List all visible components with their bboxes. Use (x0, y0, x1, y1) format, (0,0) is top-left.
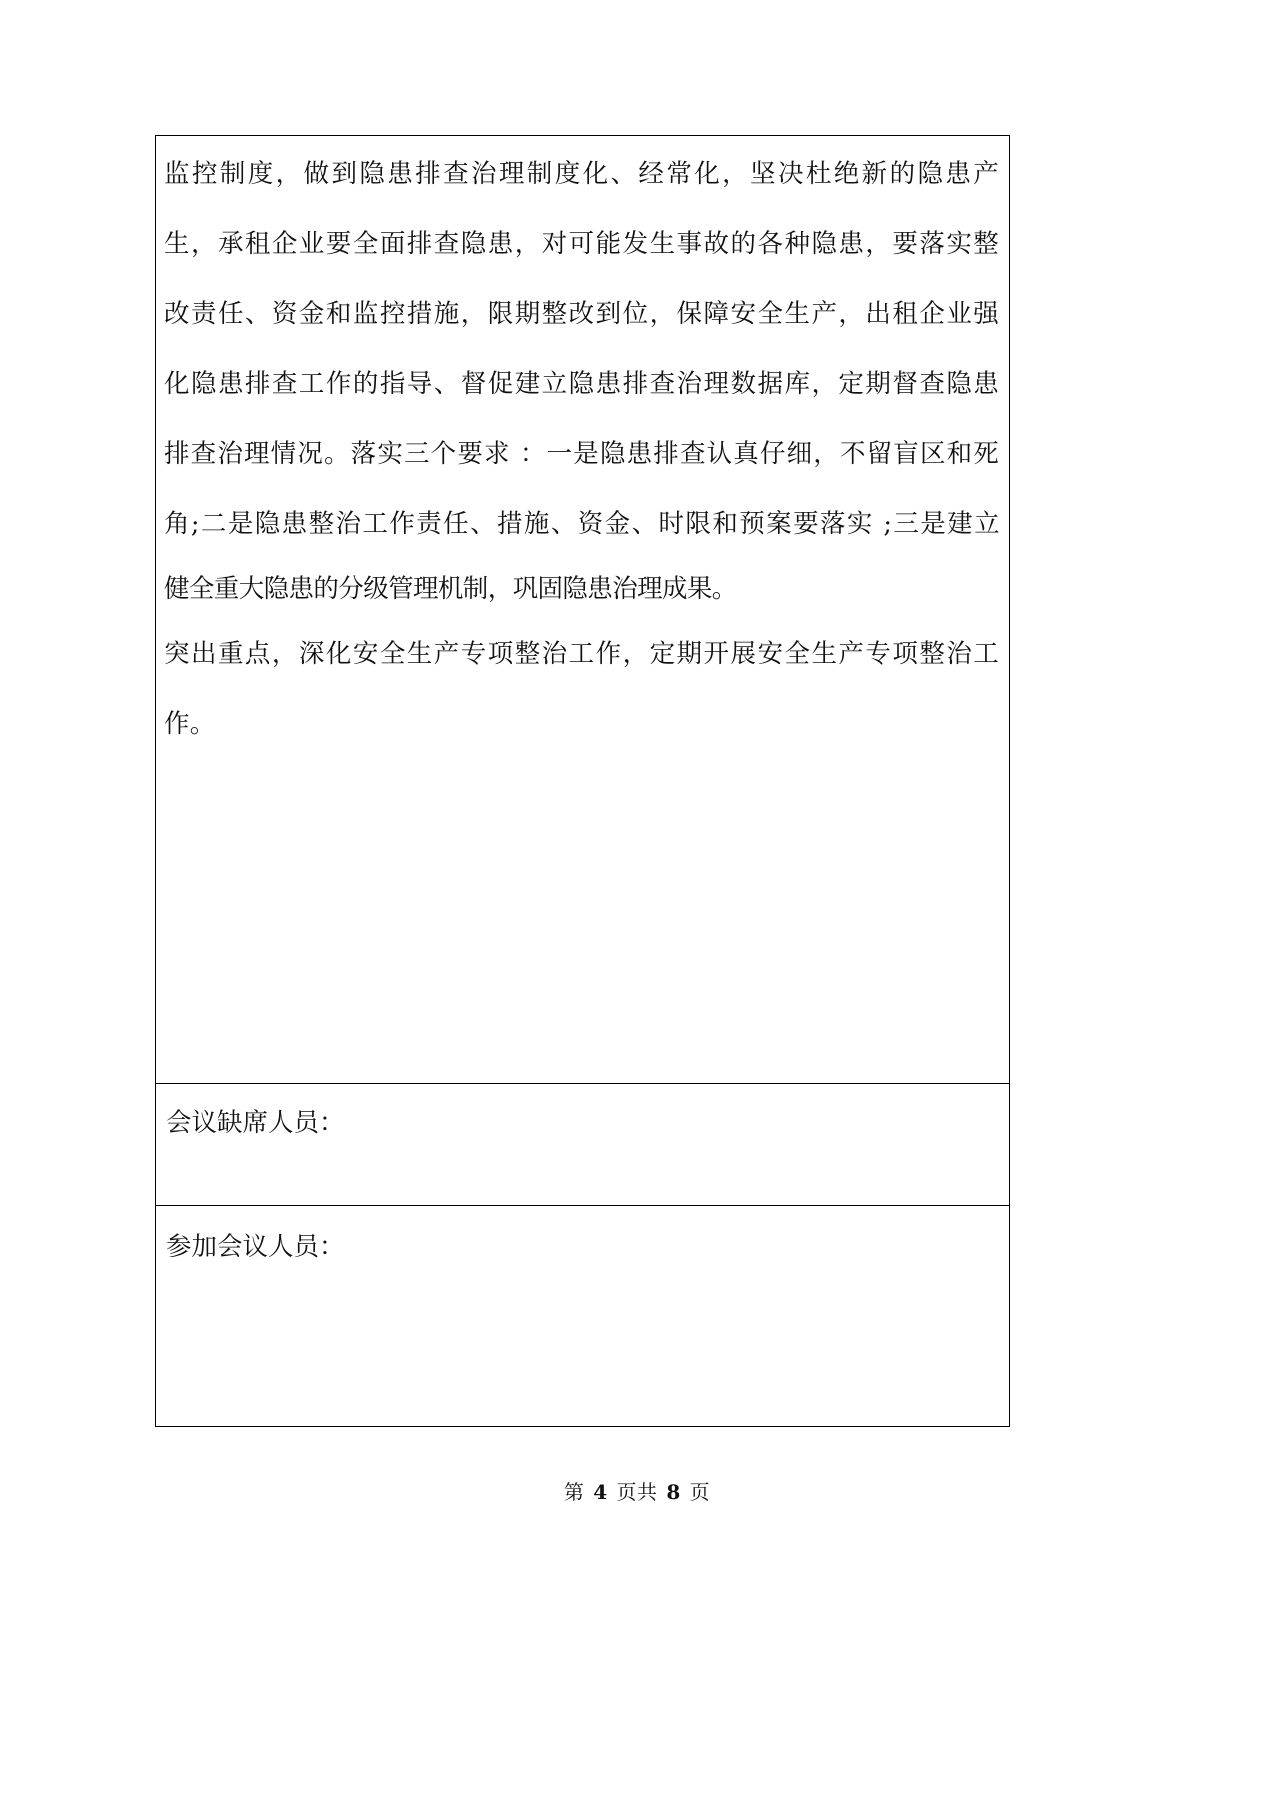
content-line: 角;二是隐患整治工作责任、措施、资金、时限和预案要落实 ;三是建立 (164, 509, 999, 539)
content-line: 排查治理情况。落实三个要求 ：一是隐患排查认真仔细，不留盲区和死 (164, 439, 999, 469)
footer-total-pages: 8 (666, 1480, 681, 1504)
content-line: 作。 (164, 709, 216, 739)
content-line: 健全重大隐患的分级管理机制，巩固隐患治理成果。 (164, 574, 737, 604)
footer-current-page: 4 (593, 1480, 608, 1504)
attendees-label: 参加会议人员： (166, 1232, 345, 1262)
content-line: 化隐患排查工作的指导、督促建立隐患排查治理数据库，定期督查隐患 (164, 369, 999, 399)
footer-middle: 页共 (616, 1480, 658, 1504)
page-footer (0, 1476, 1274, 1505)
content-line: 生，承租企业要全面排查隐患，对可能发生事故的各种隐患，要落实整 (164, 229, 999, 259)
meeting-content-cell (156, 136, 1009, 1084)
content-line: 突出重点，深化安全生产专项整治工作，定期开展安全生产专项整治工 (164, 639, 999, 669)
content-line: 改责任、资金和监控措施，限期整改到位，保障安全生产，出租企业强 (164, 299, 999, 329)
footer-suffix: 页 (689, 1480, 711, 1504)
content-line: 监控制度，做到隐患排查治理制度化、经常化，坚决杜绝新的隐患产 (164, 159, 999, 189)
meeting-record-table (155, 135, 1010, 1427)
footer-prefix: 第 (563, 1480, 585, 1504)
meeting-content-text (156, 136, 1009, 759)
absent-members-cell[interactable] (156, 1084, 1009, 1206)
attendees-cell[interactable] (156, 1206, 1009, 1426)
absent-members-label: 会议缺席人员： (166, 1108, 345, 1138)
